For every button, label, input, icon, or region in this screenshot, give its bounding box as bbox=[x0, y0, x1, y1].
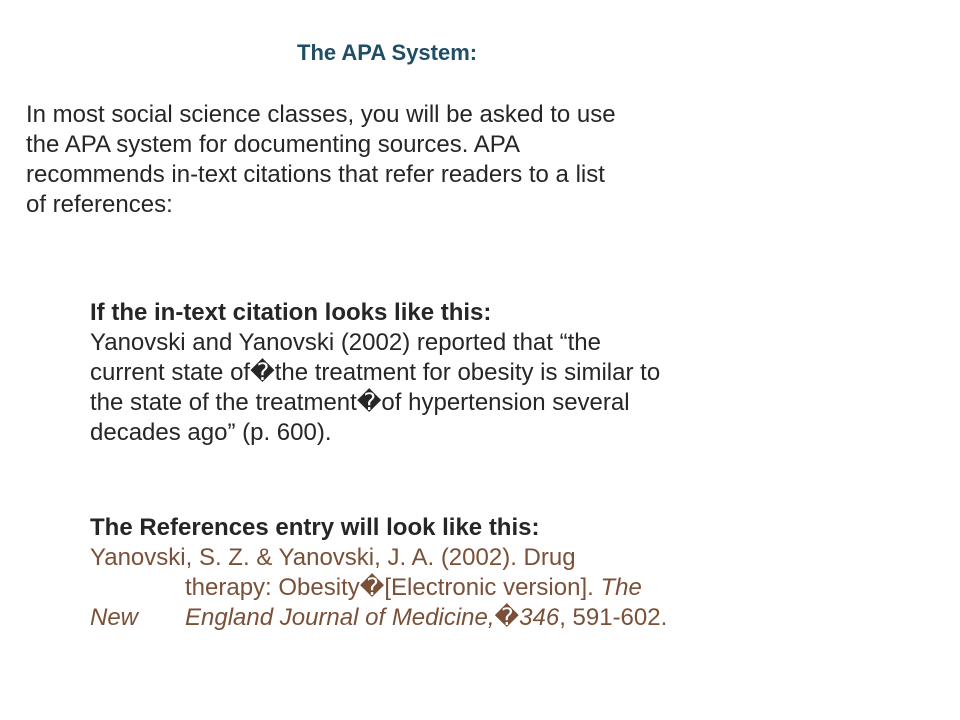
page-title: The APA System: bbox=[297, 40, 478, 65]
reference-line-3 bbox=[90, 603, 870, 633]
reference-line-2-italic: The bbox=[600, 574, 642, 601]
reference-line-2-text: therapy: Obesity�[Electronic version]. bbox=[185, 574, 601, 601]
intro-line-4: of references: bbox=[26, 191, 173, 218]
citation-line-3: the state of the treatment�of hypertension several bbox=[90, 389, 630, 416]
citation-heading: If the in-text citation looks like this: bbox=[90, 299, 492, 326]
references-example bbox=[90, 513, 870, 633]
citation-line-4: decades ago” (p. 600). bbox=[90, 419, 332, 446]
reference-line-2 bbox=[90, 573, 870, 603]
reference-volume: 346 bbox=[519, 604, 560, 631]
citation-line-1: Yanovski and Yanovski (2002) reported that “the bbox=[90, 329, 601, 356]
reference-journal: England Journal of Medicine, bbox=[185, 604, 495, 631]
reference-pages: , 591-602. bbox=[559, 604, 668, 631]
intro-line-3: recommends in-text citations that refer readers to a list bbox=[26, 161, 605, 188]
intro-paragraph bbox=[26, 100, 846, 220]
citation-example bbox=[90, 298, 870, 448]
reference-separator: � bbox=[494, 604, 520, 631]
reference-line-1: Yanovski, S. Z. & Yanovski, J. A. (2002). Drug bbox=[90, 544, 576, 571]
citation-line-2: current state of�the treatment for obesity is similar to bbox=[90, 359, 661, 386]
reference-word-new: New bbox=[90, 604, 139, 631]
references-heading: The References entry will look like this: bbox=[90, 514, 540, 541]
intro-line-2: the APA system for documenting sources. APA bbox=[26, 131, 521, 158]
intro-line-1: In most social science classes, you will be asked to use bbox=[26, 101, 616, 128]
